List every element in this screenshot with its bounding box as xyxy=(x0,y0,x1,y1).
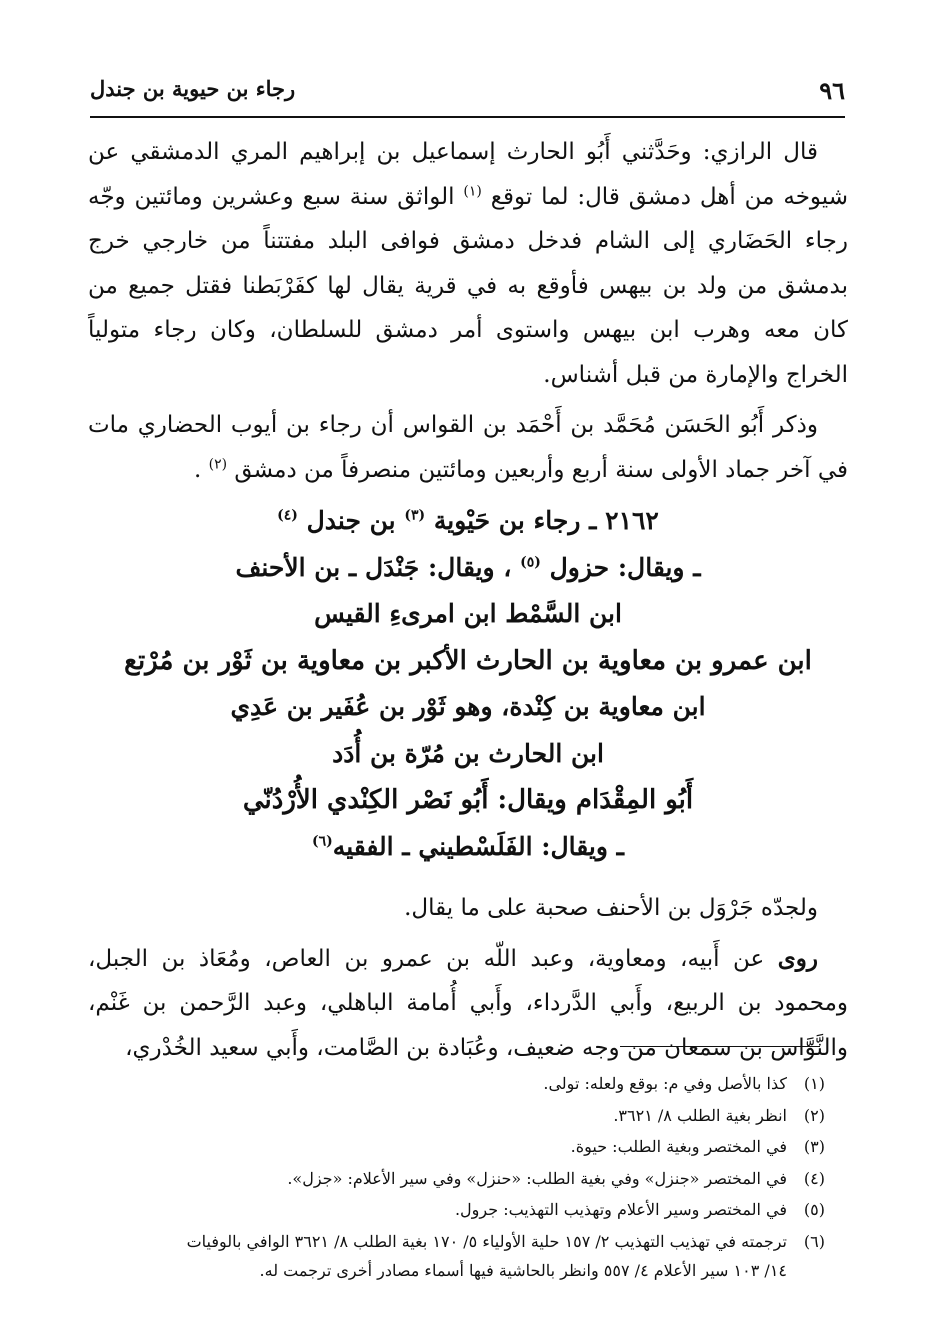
paragraph-text: وذكر أَبُو الحَسَن مُحَمَّد بن أَحْمَد بن القواس أن رجاء بن أيوب الحضاري مات في آخر جماد الأولى سنة أربع وأربعين ومائتين منصرفاً من دمشق xyxy=(88,412,848,483)
paragraph-text: قال الرازي: وحَدَّثني أَبُو الحارث إسماعيل بن إبراهيم المري الدمشقي عن شيوخه من أهل دمشق قال: لما توقع xyxy=(88,139,849,210)
entry-text: ـ ويقال: الفَلَسْطيني ـ الفقيه xyxy=(332,831,624,861)
footnote-number: (٤) xyxy=(803,1168,825,1188)
page-header xyxy=(90,70,845,118)
footnote-number: (٢) xyxy=(803,1105,825,1125)
footnote-text: في المختصر وبغية الطلب: حيوة. xyxy=(570,1137,787,1156)
footnote-number: (١) xyxy=(803,1074,825,1093)
footnote-continuation: ١٤/ ١٠٣ سير الأعلام ٤/ ٥٥٧ وانظر بالحاشية فيها أسماء مصادر أخرى ترجمت له. xyxy=(259,1261,787,1280)
footnote xyxy=(55,1068,825,1100)
paragraph-qawwas xyxy=(88,403,848,492)
footnote-ref-1[interactable]: (١) xyxy=(463,182,482,199)
paragraph-razi xyxy=(88,130,848,397)
footnote-text: في المختصر «جنزل» وفي بغية الطلب: «حنزل» وفي سير الأعلام: «جزل». xyxy=(287,1168,787,1188)
footnote-ref-3[interactable]: (٣) xyxy=(404,507,426,524)
footnote xyxy=(55,1163,825,1195)
entry-line-8 xyxy=(88,824,848,871)
lead-word: روى xyxy=(777,944,818,972)
footnote-ref-4[interactable]: (٤) xyxy=(277,507,298,524)
entry-line-3: ابن السَّمْط ابن امرىءِ القيس xyxy=(314,599,622,628)
paragraph-narrators xyxy=(88,937,848,1071)
main-text xyxy=(88,130,848,1076)
footnote xyxy=(55,1131,825,1163)
footnote-divider xyxy=(620,1046,820,1047)
paragraph-text: عن أَبيه، ومعاوية، وعبد اللّه بن عمرو بن العاص، ومُعَاذ بن الجبل، ومحمود بن الربيع، وأَبي الدَّرداء، وأَبي أُمامة الباهلي، وعبد الرَّحمن بن غَنْم، والنَّوَّاس بن سمعان من وجه ضعيف، وعُبَادة بن الصَّامت، وأَبي سعيد الخُدْري، xyxy=(88,945,848,1061)
entry-line-7: أَبُو المِقْدَام ويقال: أَبُو نَصْر الكِنْدي الأُرْدُنّي xyxy=(242,785,694,815)
entry-text: ـ ويقال: حزول xyxy=(549,552,701,582)
footnotes xyxy=(55,1068,825,1284)
entry-line-6: ابن الحارث بن مُرّة بن أُدَد xyxy=(332,738,604,768)
entry-heading xyxy=(88,498,848,870)
paragraph-text: الواثق سنة سبع وعشرين ومائتين وجّه رجاء الحَضَاري إلى الشام فدخل دمشق فوافى البلد مفتتناً من خارجي خرج بدمشق من ولد بن بيهس فأوقع به في قرية يقال لها كفَرْبَطنا فقتل جميع من كان معه وهرب ابن بيهس واستوى أمر دمشق للسلطان، وكان رجاء متولياً الخراج والإمارة من قبل أشناس. xyxy=(88,183,848,388)
footnote-number: (٣) xyxy=(803,1137,825,1156)
footnote xyxy=(55,1226,825,1258)
entry-title-text: ٢١٦٢ ـ رجاء بن حَيْوية xyxy=(433,506,659,535)
entry-line-2 xyxy=(88,545,848,592)
footnote xyxy=(55,1100,825,1132)
entry-title-text: بن جندل xyxy=(306,506,396,535)
entry-title xyxy=(88,498,848,545)
paragraph-text: . xyxy=(194,456,202,483)
footnote-number: (٥) xyxy=(803,1200,825,1219)
running-title: رجاء بن حيوية بن جندل xyxy=(90,76,296,101)
footnote-ref-6[interactable]: (٦) xyxy=(312,833,333,850)
footnote-text: في المختصر وسير الأعلام وتهذيب التهذيب: جرول. xyxy=(454,1200,787,1219)
entry-text: ، ويقال: جَنْدَل ـ بن الأحنف xyxy=(235,552,512,582)
footnote xyxy=(55,1194,825,1226)
entry-line-5: ابن معاوية بن كِنْدة، وهو ثَوْر بن عُفَير بن عَدِي xyxy=(230,692,706,721)
footnote-ref-5[interactable]: (٥) xyxy=(520,554,541,571)
paragraph-jarwal: ولجدّه جَرْوَل بن الأحنف صحبة على ما يقال. xyxy=(404,895,818,921)
footnote-text: كذا بالأصل وفي م: بوقع ولعله: تولى. xyxy=(543,1074,787,1093)
entry-line-4: ابن عمرو بن معاوية بن الحارث الأكبر بن معاوية بن ثَوْر بن مُرْتع xyxy=(124,645,812,676)
footnote-number: (٦) xyxy=(803,1231,825,1251)
page-number: ٩٦ xyxy=(819,76,845,105)
footnote-text: ترجمته في تهذيب التهذيب ٢/ ١٥٧ حلية الأولياء ٥/ ١٧٠ بغية الطلب ٨/ ٣٦٢١ الوافي بالوفيات xyxy=(186,1231,787,1251)
footnote-ref-2[interactable]: (٢) xyxy=(208,455,228,472)
footnote-text: انظر بغية الطلب ٨/ ٣٦٢١. xyxy=(613,1105,787,1125)
